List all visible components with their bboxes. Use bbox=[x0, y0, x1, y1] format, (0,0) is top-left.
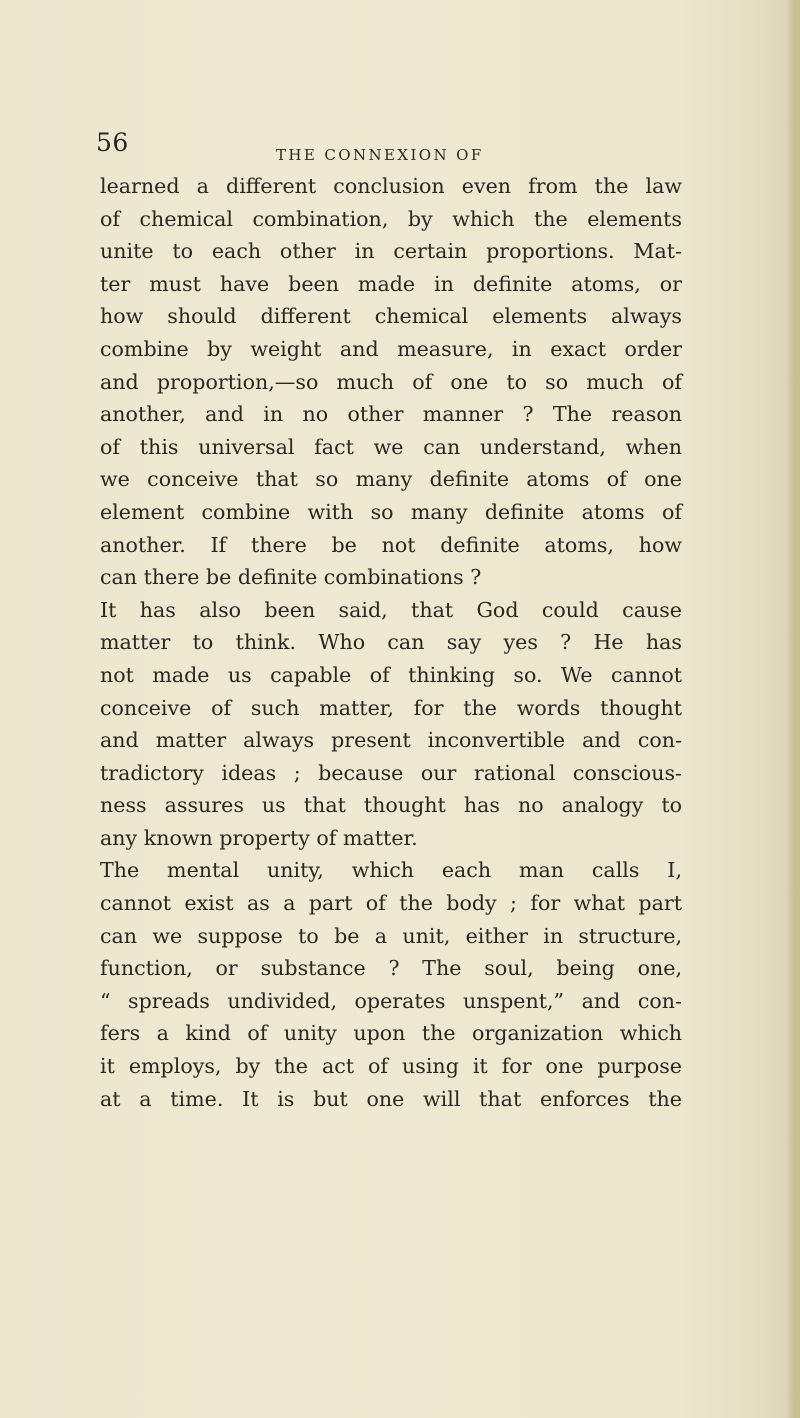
text-line: any known property of matter. bbox=[100, 825, 418, 850]
text-line: another, and in no other manner ? The reason bbox=[100, 402, 682, 427]
page-header bbox=[0, 128, 800, 168]
text-line: “ spreads undivided, operates unspent,” and con- bbox=[100, 988, 682, 1013]
text-line: can we suppose to be a unit, either in structure, bbox=[100, 923, 682, 948]
running-head: THE CONNEXION OF bbox=[276, 146, 484, 164]
text-line: function, or substance ? The soul, being one, bbox=[100, 956, 682, 981]
text-line: of this universal fact we can understand, when bbox=[100, 434, 682, 459]
body-text bbox=[100, 170, 682, 1115]
text-line: tradictory ideas ; because our rational conscious- bbox=[100, 760, 682, 785]
text-line: The mental unity, which each man calls I, bbox=[100, 858, 682, 883]
text-line: how should different chemical elements always bbox=[100, 304, 682, 329]
text-line: ter must have been made in definite atoms, or bbox=[100, 271, 682, 296]
text-line: and proportion,—so much of one to so much of bbox=[100, 369, 682, 394]
text-line: matter to think. Who can say yes ? He has bbox=[100, 630, 682, 655]
text-line: we conceive that so many definite atoms of one bbox=[100, 467, 682, 492]
text-line: another. If there be not definite atoms, how bbox=[100, 532, 682, 557]
text-line: It has also been said, that God could cause bbox=[100, 597, 682, 622]
text-line: at a time. It is but one will that enforces the bbox=[100, 1086, 682, 1111]
text-line: combine by weight and measure, in exact order bbox=[100, 336, 682, 361]
text-line: and matter always present inconvertible and con- bbox=[100, 728, 682, 753]
text-line: unite to each other in certain proportions. Mat- bbox=[100, 239, 682, 264]
text-line: can there be definite combinations ? bbox=[100, 565, 482, 590]
text-line: ness assures us that thought has no analogy to bbox=[100, 793, 682, 818]
text-line: it employs, by the act of using it for one purpose bbox=[100, 1054, 682, 1079]
text-line: conceive of such matter, for the words thought bbox=[100, 695, 682, 720]
text-line: not made us capable of thinking so. We cannot bbox=[100, 662, 682, 687]
page-number: 56 bbox=[96, 128, 129, 157]
text-line: learned a different conclusion even from the law bbox=[100, 174, 682, 198]
text-line: of chemical combination, by which the elements bbox=[100, 206, 682, 231]
text-line: element combine with so many definite atoms of bbox=[100, 499, 682, 524]
page-edge-shadow bbox=[786, 0, 800, 1418]
text-line: fers a kind of unity upon the organization which bbox=[100, 1021, 682, 1046]
text-line: cannot exist as a part of the body ; for what part bbox=[100, 891, 682, 916]
